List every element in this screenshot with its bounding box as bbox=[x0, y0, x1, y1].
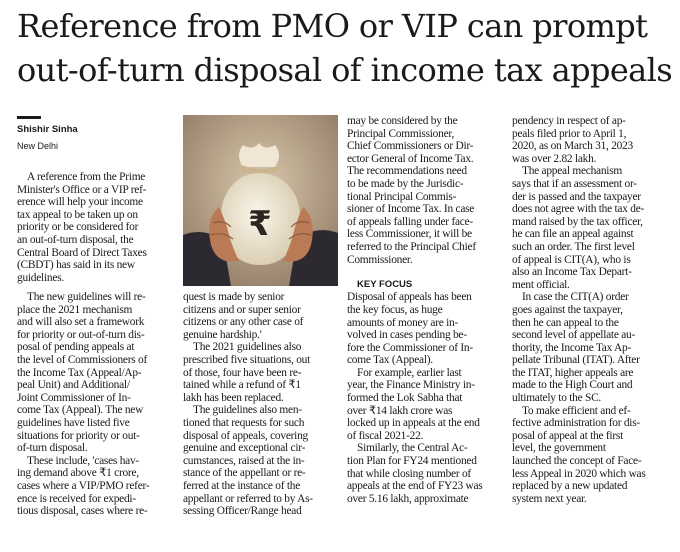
line: pellate Tribunal (ITAT). After bbox=[512, 354, 640, 367]
line: Commissioner. bbox=[347, 253, 413, 266]
line: For example, earlier last bbox=[357, 366, 462, 379]
paragraph-p5 bbox=[183, 404, 338, 517]
line: amounts of money are in- bbox=[347, 316, 459, 329]
line: posal of pending appeals at bbox=[17, 341, 135, 354]
line: volved in cases pending be- bbox=[347, 329, 467, 342]
column-1-top bbox=[17, 171, 175, 284]
line: The appeal mechanism bbox=[522, 165, 623, 178]
byline: Shishir Sinha bbox=[17, 124, 78, 135]
line: for priority or out-of-turn dis- bbox=[17, 328, 145, 341]
line: tioned that requests for such bbox=[183, 416, 305, 429]
headline bbox=[17, 4, 677, 92]
line: such an order. The first level bbox=[512, 240, 635, 253]
headline-line-2: out-of-turn disposal of income tax appeals bbox=[17, 51, 673, 89]
line: tion Plan for FY24 mentioned bbox=[347, 455, 477, 468]
line: of those, four have been re- bbox=[183, 366, 302, 379]
line: ultimately to the SC. bbox=[512, 392, 602, 405]
line: less Commissioner, it will be bbox=[347, 228, 472, 241]
line: Central Board of Direct Taxes bbox=[17, 246, 147, 259]
paragraph-p9 bbox=[512, 165, 670, 291]
line: ferred at the instance of the bbox=[183, 479, 301, 492]
line: posal of appeal at the first bbox=[512, 429, 623, 442]
paragraph-p1 bbox=[17, 171, 175, 284]
line: guidelines have listed five bbox=[17, 416, 130, 429]
line: thority, the Income Tax Ap- bbox=[512, 341, 631, 354]
column-1-bottom bbox=[17, 291, 175, 518]
line: genuine hardship.' bbox=[183, 328, 262, 341]
rupee-symbol: ₹ bbox=[248, 204, 272, 244]
line: second level of appellate au- bbox=[512, 329, 636, 342]
line: goes against the taxpayer, bbox=[512, 303, 623, 316]
headline-line-1: Reference from PMO or VIP can prompt bbox=[17, 7, 648, 45]
line: system next year. bbox=[512, 492, 587, 505]
line: disposal of appeals, covering bbox=[183, 429, 308, 442]
line: year, the Finance Ministry in- bbox=[347, 379, 475, 392]
line: sessing Officer/Range head bbox=[183, 505, 302, 518]
byline-rule bbox=[17, 116, 41, 119]
line: come Tax (Appeal). The new bbox=[17, 404, 144, 417]
line: Principal Commissioner, bbox=[347, 127, 455, 140]
line: come Tax (Appeal). bbox=[347, 354, 433, 367]
line: the key focus, as huge bbox=[347, 303, 443, 316]
paragraph-p2 bbox=[17, 291, 175, 455]
column-2-bottom bbox=[183, 291, 338, 518]
rupee-money-bag-in-hands-icon bbox=[183, 115, 338, 286]
line: ing demand above ₹1 crore, bbox=[17, 467, 139, 480]
column-4 bbox=[512, 115, 670, 505]
line: locked up in appeals at the end bbox=[347, 417, 480, 430]
line: over 5.16 lakh, approximate bbox=[347, 492, 469, 505]
line: guidelines. bbox=[17, 271, 64, 284]
line: that while closing number of bbox=[347, 467, 471, 480]
paragraph-p11 bbox=[512, 405, 670, 506]
line: level, the government bbox=[512, 442, 606, 455]
article-photo bbox=[183, 115, 338, 286]
line: ment official. bbox=[512, 278, 570, 291]
line: 2020, as on March 31, 2023 bbox=[512, 140, 633, 153]
line: formed the Lok Sabha that bbox=[347, 392, 463, 405]
line: prescribed five situations, out bbox=[183, 353, 311, 366]
line: he can file an appeal against bbox=[512, 228, 634, 241]
line: over ₹14 lakh crore was bbox=[347, 404, 453, 417]
line: says that if an assessment or- bbox=[512, 177, 637, 190]
line: erence will help your income bbox=[17, 196, 143, 209]
line: tious disposal, cases where re- bbox=[17, 505, 148, 518]
line: A reference from the Prime bbox=[27, 171, 146, 183]
line: Disposal of appeals has been bbox=[347, 291, 472, 304]
line: situations for priority or out- bbox=[17, 429, 140, 442]
line: stance of the appellant or re- bbox=[183, 467, 306, 480]
line: The 2021 guidelines also bbox=[193, 341, 302, 354]
line: citizens or any other case of bbox=[183, 316, 304, 329]
line: and will also set a framework bbox=[17, 316, 145, 329]
line: fective administration for dis- bbox=[512, 417, 640, 430]
line: an out-of-turn disposal, the bbox=[17, 233, 134, 246]
line: peal Unit) and Additional/ bbox=[17, 379, 130, 392]
line: launched the concept of Face- bbox=[512, 455, 642, 468]
line: made to the High Court and bbox=[512, 379, 633, 392]
line: The guidelines also men- bbox=[193, 404, 302, 417]
line: may be considered by the bbox=[347, 115, 458, 127]
line: cumstances, raised at the in- bbox=[183, 454, 305, 467]
line: the ITAT, higher appeals are bbox=[512, 366, 634, 379]
line: priority or be considered for bbox=[17, 221, 139, 234]
paragraph-p3-cont bbox=[183, 291, 338, 341]
paragraph-p5-cont bbox=[347, 115, 502, 266]
line: place the 2021 mechanism bbox=[17, 303, 133, 316]
line: quest is made by senior bbox=[183, 291, 285, 303]
line: of appeals falling under face- bbox=[347, 215, 473, 228]
line: pendency in respect of ap- bbox=[512, 115, 626, 127]
line: Joint Commissioner of In- bbox=[17, 391, 131, 404]
line: does not agree with the tax de- bbox=[512, 203, 645, 216]
line: appeals at the end of FY23 was bbox=[347, 480, 483, 493]
line: der is passed and the taxpayer bbox=[512, 190, 641, 203]
line: The new guidelines will re- bbox=[27, 291, 146, 303]
line: tional Principal Commis- bbox=[347, 190, 457, 203]
line: (CBDT) has said in its new bbox=[17, 259, 135, 272]
paragraph-p10 bbox=[512, 291, 670, 404]
line: tained while a refund of ₹1 bbox=[183, 379, 301, 392]
dateline: New Delhi bbox=[17, 141, 59, 151]
line: appellant or referred to by As- bbox=[183, 492, 313, 505]
line: referred to the Principal Chief bbox=[347, 240, 476, 253]
line: ence is received for expedi- bbox=[17, 492, 136, 505]
line: of-turn disposal. bbox=[17, 442, 88, 455]
paragraph-p3 bbox=[17, 455, 175, 518]
line: citizens and or super senior bbox=[183, 303, 301, 316]
line: peals filed prior to April 1, bbox=[512, 127, 627, 140]
spacer bbox=[347, 266, 502, 279]
line: ector General of Income Tax. bbox=[347, 152, 474, 165]
line: tax appeal to be taken up on bbox=[17, 208, 138, 221]
line: then he can appeal to the bbox=[512, 316, 619, 329]
paragraph-p4 bbox=[183, 341, 338, 404]
line: lakh has been replaced. bbox=[183, 391, 284, 404]
paragraph-p7 bbox=[347, 367, 502, 443]
line: cases where a VIP/PMO refer- bbox=[17, 479, 150, 492]
paragraph-p8 bbox=[347, 442, 502, 505]
column-3 bbox=[347, 115, 502, 505]
line: the level of Commissioners of bbox=[17, 353, 148, 366]
line: genuine and exceptional cir- bbox=[183, 442, 306, 455]
line: In case the CIT(A) order bbox=[522, 291, 629, 304]
line: was over 2.82 lakh. bbox=[512, 152, 597, 165]
paragraph-p8-cont bbox=[512, 115, 670, 165]
line: of appeal is CIT(A), who is bbox=[512, 253, 631, 266]
line: Minister's Office or a VIP ref- bbox=[17, 183, 147, 196]
line: To make efficient and ef- bbox=[522, 404, 631, 417]
line: replaced by a new updated bbox=[512, 480, 628, 493]
line: to be made by the Jurisdic- bbox=[347, 177, 464, 190]
line: Chief Commissioners or Dir- bbox=[347, 140, 474, 153]
paragraph-p6 bbox=[347, 291, 502, 367]
subhead-key-focus: KEY FOCUS bbox=[357, 278, 413, 290]
line: of fiscal 2021-22. bbox=[347, 429, 424, 442]
line: less Appeal in 2020 which was bbox=[512, 467, 646, 480]
line: the Income Tax (Appeal/Ap- bbox=[17, 366, 142, 379]
line: mand raised by the tax officer, bbox=[512, 215, 643, 228]
line: These include, 'cases hav- bbox=[27, 454, 139, 467]
line: also an Income Tax Depart- bbox=[512, 266, 632, 279]
line: sioner of Income Tax. In case bbox=[347, 203, 475, 216]
line: Similarly, the Central Ac- bbox=[357, 442, 468, 455]
line: The recommendations need bbox=[347, 165, 467, 178]
line: fore the Commissioner of In- bbox=[347, 341, 473, 354]
